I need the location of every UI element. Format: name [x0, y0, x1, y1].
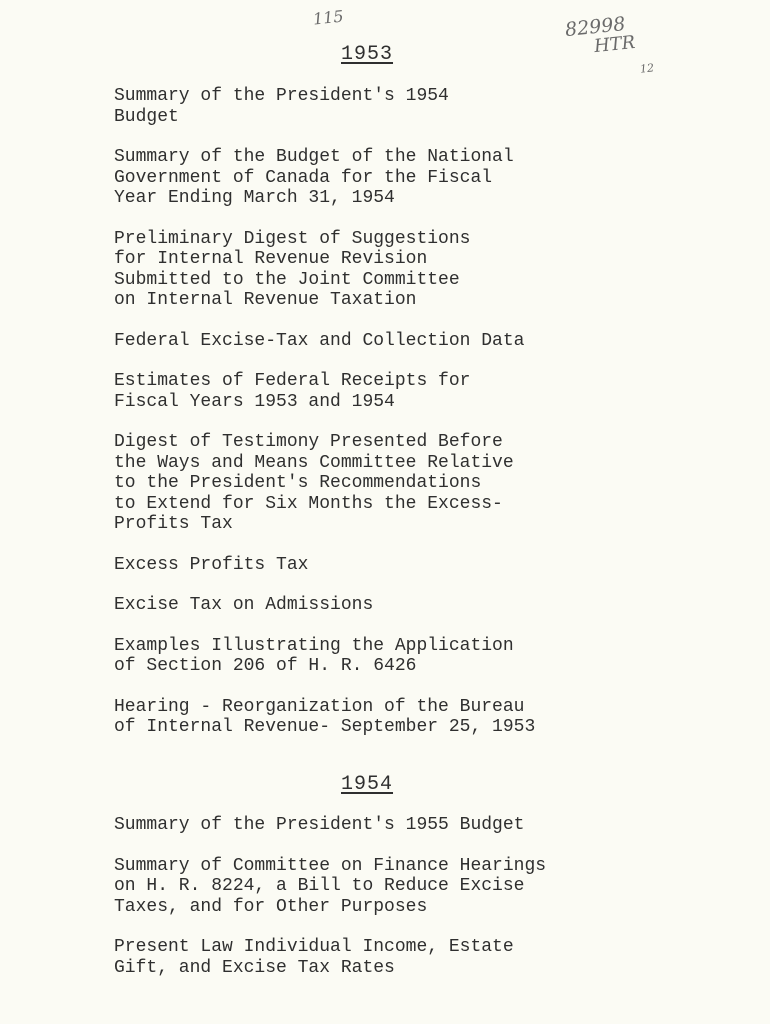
entry-list-1953: [114, 86, 754, 758]
list-item: Summary of the Budget of the National Government of Canada for the Fiscal Year Ending March 31, 1954: [114, 147, 514, 208]
list-item: Present Law Individual Income, Estate Gift, and Excise Tax Rates: [114, 937, 514, 978]
list-item: Summary of the President's 1954 Budget: [114, 86, 449, 127]
list-item: Excess Profits Tax: [114, 554, 309, 575]
list-item: Estimates of Federal Receipts for Fiscal Years 1953 and 1954: [114, 371, 471, 412]
section-heading-1954: 1954: [341, 773, 394, 796]
list-item: Summary of the President's 1955 Budget: [114, 815, 525, 835]
list-item: Examples Illustrating the Application of Section 206 of H. R. 6426: [114, 635, 514, 676]
handwritten-note-top-right: 82998: [564, 12, 627, 42]
list-item: Excise Tax on Admissions: [114, 595, 374, 615]
handwritten-note-top-left: 115: [312, 6, 345, 29]
entry-list-1954: [114, 815, 754, 998]
list-item: Preliminary Digest of Suggestions for Internal Revenue Revision Submitted to the Joint Committee on Internal Revenue Taxation: [114, 228, 471, 310]
section-heading-1953: 1953: [341, 43, 394, 66]
list-item: Digest of Testimony Presented Before the Ways and Means Committee Relative to the President's Recommendations to Extend for Six Months the Excess- Profits Tax: [114, 432, 514, 534]
list-item: Summary of Committee on Finance Hearings on H. R. 8224, a Bill to Reduce Excise Taxes, and for Other Purposes: [114, 855, 547, 917]
list-item: Hearing - Reorganization of the Bureau of Internal Revenue- September 25, 1953: [114, 696, 536, 737]
handwritten-note-number: 12: [639, 61, 655, 76]
handwritten-note-initials: HTR: [593, 31, 637, 58]
list-item: Federal Excise-Tax and Collection Data: [114, 330, 525, 351]
